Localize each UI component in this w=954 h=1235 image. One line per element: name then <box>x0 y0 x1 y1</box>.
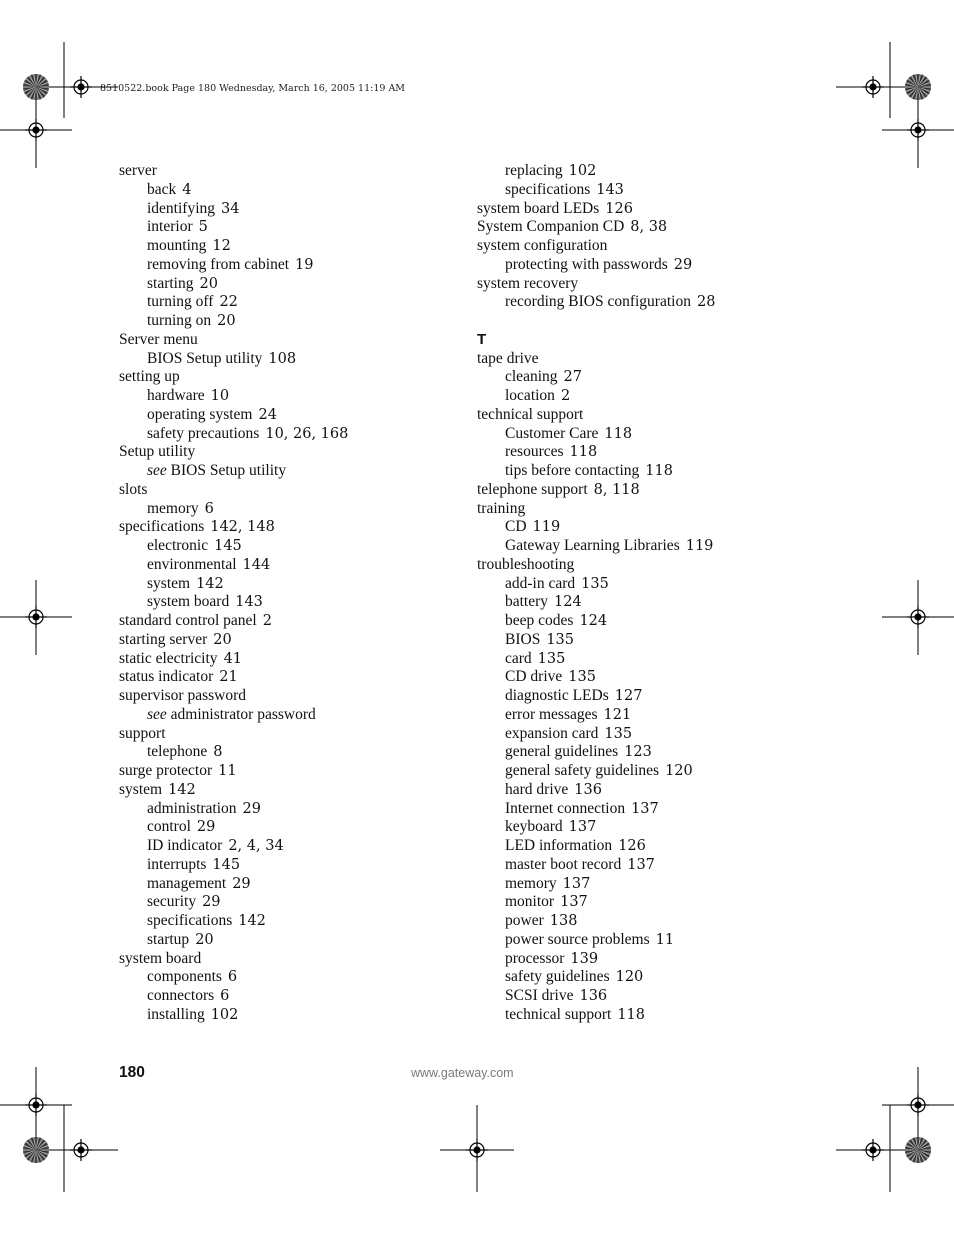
index-term: specifications <box>147 912 233 929</box>
index-term: error messages <box>505 705 598 723</box>
index-subentry <box>119 256 348 275</box>
index-term: Server menu <box>119 330 198 348</box>
index-term: hard drive <box>505 780 569 798</box>
index-term: telephone support <box>477 480 588 498</box>
index-term: technical support <box>477 405 584 423</box>
index-subentry <box>477 668 715 687</box>
registration-starburst-icon <box>23 1137 49 1163</box>
index-subentry <box>477 162 715 181</box>
index-entry <box>119 668 348 687</box>
index-term: protecting with passwords <box>505 255 668 273</box>
index-page-refs: 121 <box>603 706 632 723</box>
index-entry <box>477 556 715 575</box>
index-entry <box>119 725 348 744</box>
index-term: system board LEDs <box>477 199 600 217</box>
index-page-refs: 2 <box>262 613 272 629</box>
index-page-refs: 27 <box>563 369 582 386</box>
index-term: specifications <box>119 518 205 536</box>
index-subentry <box>119 818 348 837</box>
index-term: memory <box>505 874 557 892</box>
index-term: slots <box>119 480 148 498</box>
index-term: tape drive <box>477 349 539 367</box>
index-subentry <box>477 762 715 781</box>
index-subentry <box>477 387 715 406</box>
index-term: control <box>147 818 191 836</box>
index-term: status indicator <box>119 668 214 686</box>
index-term: beep codes <box>505 612 574 629</box>
index-entry <box>477 500 715 519</box>
index-term: monitor <box>505 893 555 911</box>
index-term: memory <box>147 499 199 517</box>
registration-starburst-icon <box>905 74 931 100</box>
index-subentry <box>477 856 715 875</box>
index-page-refs: 135 <box>537 650 566 667</box>
index-page-refs: 144 <box>242 556 271 573</box>
index-term: processor <box>505 949 565 967</box>
index-page-refs: 22 <box>219 294 238 311</box>
index-term: system <box>119 780 163 798</box>
index-term: Gateway Learning Libraries <box>505 537 680 554</box>
index-page-refs: 20 <box>199 275 218 292</box>
index-page-refs: 137 <box>627 856 655 873</box>
index-subentry <box>119 200 348 219</box>
index-subentry <box>119 987 348 1006</box>
index-subentry <box>119 275 348 294</box>
index-subentry <box>119 237 348 256</box>
index-subentry <box>477 875 715 894</box>
index-term: troubleshooting <box>477 555 575 573</box>
index-subentry <box>477 293 715 312</box>
index-subentry <box>119 312 348 331</box>
index-page-refs: 124 <box>554 594 582 611</box>
index-term: electronic <box>147 537 209 554</box>
index-page-refs: 135 <box>604 725 633 742</box>
index-term: system board <box>147 593 230 611</box>
index-term: ID indicator <box>147 837 223 854</box>
index-subentry <box>477 800 715 819</box>
index-subentry <box>119 968 348 987</box>
index-page-refs: 102 <box>210 1006 239 1023</box>
index-subentry <box>477 612 715 631</box>
index-subentry <box>477 462 715 481</box>
index-term: starting server <box>119 630 208 648</box>
index-term: power source problems <box>505 930 650 948</box>
index-subentry <box>477 181 715 200</box>
index-term: battery <box>505 593 549 611</box>
index-subentry <box>119 875 348 894</box>
see-reference-label: see <box>147 462 167 479</box>
index-term: specifications <box>505 180 591 198</box>
index-page-refs: 20 <box>213 631 232 648</box>
index-subentry <box>119 387 348 406</box>
page-number: 180 <box>119 1064 145 1081</box>
index-term: BIOS Setup utility <box>170 462 287 479</box>
index-page-refs: 108 <box>268 350 297 367</box>
index-subentry <box>119 556 348 575</box>
index-entry <box>119 162 348 181</box>
index-subentry <box>477 893 715 912</box>
index-entry <box>119 368 348 387</box>
index-term: server <box>119 162 157 179</box>
index-term: CD <box>505 518 527 536</box>
index-page-refs: 11 <box>218 763 237 779</box>
index-entry <box>119 650 348 669</box>
index-subentry <box>119 500 348 519</box>
index-term: power <box>505 912 544 929</box>
index-page-refs: 119 <box>685 538 714 554</box>
index-section-letter: T <box>477 330 487 348</box>
index-page-refs: 123 <box>624 744 652 761</box>
registration-starburst-icon <box>23 74 49 100</box>
index-subentry <box>477 837 715 856</box>
index-page-refs: 119 <box>532 519 561 536</box>
index-term: add-in card <box>505 574 576 592</box>
index-term: management <box>147 874 227 892</box>
index-term: replacing <box>505 162 563 179</box>
index-term: operating system <box>147 405 253 423</box>
index-term: installing <box>147 1005 205 1023</box>
index-subentry <box>119 931 348 950</box>
index-page-refs: 2 <box>560 388 571 404</box>
index-term: administrator password <box>170 705 316 723</box>
index-page-refs: 142 <box>196 575 224 592</box>
index-term: Internet connection <box>505 799 626 817</box>
index-subentry <box>477 650 715 669</box>
index-subentry <box>119 912 348 931</box>
index-term: identifying <box>147 199 216 217</box>
index-term: recording BIOS configuration <box>505 293 691 311</box>
index-term: system configuration <box>477 237 608 254</box>
index-subentry <box>477 725 715 744</box>
index-subentry <box>477 950 715 969</box>
index-page-refs: 126 <box>605 200 633 217</box>
index-page-refs: 21 <box>219 669 238 686</box>
index-entry <box>119 781 348 800</box>
index-subentry <box>119 537 348 556</box>
index-page-refs: 143 <box>596 181 624 198</box>
index-term: safety guidelines <box>505 968 610 986</box>
index-subentry <box>477 687 715 706</box>
index-term: standard control panel <box>119 612 257 629</box>
index-subentry <box>477 781 715 800</box>
index-entry <box>119 331 348 350</box>
index-page-refs: 139 <box>570 950 599 967</box>
index-entry <box>477 481 715 500</box>
index-page-refs: 126 <box>618 838 646 854</box>
index-term: Customer Care <box>505 424 599 442</box>
index-subentry <box>119 406 348 425</box>
index-entry <box>477 200 715 219</box>
index-page-refs: 29 <box>673 256 693 273</box>
index-page-refs: 6 <box>204 500 214 517</box>
index-subentry <box>119 856 348 875</box>
index-page-refs: 135 <box>568 669 596 686</box>
index-page-refs: 11 <box>655 931 675 948</box>
index-entry <box>119 612 348 631</box>
index-term: Setup utility <box>119 443 196 461</box>
index-term: mounting <box>147 237 207 254</box>
index-entry <box>119 950 348 969</box>
index-term: resources <box>505 443 564 461</box>
index-term: setting up <box>119 368 180 386</box>
index-page-refs: 10, 26, 168 <box>265 425 349 442</box>
index-term: general guidelines <box>505 743 619 761</box>
index-term: static electricity <box>119 649 218 667</box>
index-page-refs: 8 <box>213 744 223 761</box>
print-header-note: 8510522.book Page 180 Wednesday, March 16, 2005 11:19 AM <box>100 83 406 94</box>
index-page-refs: 143 <box>235 594 263 611</box>
index-subentry <box>119 293 348 312</box>
index-subentry <box>119 800 348 819</box>
index-entry <box>119 762 348 781</box>
index-subentry <box>477 593 715 612</box>
index-subentry <box>119 462 348 481</box>
index-subentry <box>477 987 715 1006</box>
index-subentry <box>119 893 348 912</box>
index-column-right <box>477 162 715 1025</box>
index-page-refs: 137 <box>631 800 659 817</box>
index-page-refs: 29 <box>232 875 251 892</box>
index-page-refs: 145 <box>214 538 242 554</box>
index-term: security <box>147 893 197 911</box>
index-entry <box>119 631 348 650</box>
index-subentry <box>477 518 715 537</box>
index-page-refs: 142 <box>168 781 196 798</box>
see-reference-label: see <box>147 705 167 723</box>
index-page-refs: 8, 38 <box>630 219 668 236</box>
index-entry <box>477 218 715 237</box>
index-entry <box>477 350 715 369</box>
index-entry <box>119 518 348 537</box>
registration-starburst-icon <box>905 1137 931 1163</box>
index-term: System Companion CD <box>477 218 625 236</box>
index-term: expansion card <box>505 724 599 742</box>
index-term: tips before contacting <box>505 462 640 479</box>
index-page-refs: 145 <box>212 856 241 873</box>
index-subentry <box>477 425 715 444</box>
index-page-refs: 137 <box>562 875 591 892</box>
index-subentry <box>477 912 715 931</box>
index-subentry <box>477 706 715 725</box>
index-page-refs: 20 <box>195 931 214 948</box>
index-column-left <box>119 162 348 1025</box>
index-term: system recovery <box>477 274 579 292</box>
index-page-refs: 41 <box>223 650 243 667</box>
index-term: interrupts <box>147 855 207 873</box>
index-page-refs: 6 <box>227 969 238 986</box>
section-gap <box>477 312 715 331</box>
index-page-refs: 137 <box>560 894 588 911</box>
index-page-refs: 118 <box>604 425 633 442</box>
index-term: interior <box>147 218 193 236</box>
index-subentry <box>119 743 348 762</box>
index-entry <box>119 481 348 500</box>
index-page-refs: 120 <box>615 969 644 986</box>
index-subentry <box>477 931 715 950</box>
index-page-refs: 24 <box>258 406 277 423</box>
index-subentry <box>119 593 348 612</box>
index-term: technical support <box>505 1005 612 1023</box>
index-page-refs: 10 <box>210 388 230 404</box>
index-page-refs: 19 <box>295 256 314 273</box>
index-term: safety precautions <box>147 424 260 442</box>
index-page-refs: 20 <box>217 313 236 329</box>
index-page-refs: 135 <box>546 631 575 648</box>
index-subentry <box>477 443 715 462</box>
index-term: CD drive <box>505 668 563 686</box>
index-term: system <box>147 574 191 592</box>
index-page-refs: 8, 118 <box>593 481 640 498</box>
index-subentry <box>477 575 715 594</box>
index-page-refs: 135 <box>581 575 609 592</box>
index-page-refs: 29 <box>202 894 221 911</box>
index-subentry <box>477 743 715 762</box>
index-page-refs: 118 <box>569 444 598 461</box>
index-subentry <box>119 425 348 444</box>
index-term: cleaning <box>505 368 558 386</box>
index-term: master boot record <box>505 855 622 873</box>
index-term: training <box>477 499 526 517</box>
index-subentry <box>477 968 715 987</box>
index-page-refs: 138 <box>549 913 578 929</box>
index-page-refs: 142, 148 <box>210 519 275 536</box>
index-subentry <box>119 350 348 369</box>
index-subentry <box>119 706 348 725</box>
index-subentry <box>119 218 348 237</box>
index-entry <box>477 406 715 425</box>
index-page-refs: 28 <box>696 294 716 311</box>
index-term: LED information <box>505 837 613 854</box>
index-term: SCSI drive <box>505 987 574 1004</box>
index-page-refs: 5 <box>198 219 208 236</box>
index-page-refs: 34 <box>221 200 240 217</box>
index-term: components <box>147 968 222 986</box>
index-term: BIOS Setup utility <box>147 349 263 367</box>
index-term: support <box>119 724 166 742</box>
index-subentry <box>477 537 715 556</box>
index-term: starting <box>147 274 194 292</box>
index-page-refs: 118 <box>617 1006 646 1023</box>
index-entry <box>477 275 715 294</box>
index-page-refs: 120 <box>665 763 693 779</box>
index-subentry <box>119 575 348 594</box>
index-term: removing from cabinet <box>147 255 290 273</box>
index-term: diagnostic LEDs <box>505 687 609 704</box>
index-term: general safety guidelines <box>505 762 660 779</box>
index-entry <box>119 443 348 462</box>
index-subentry <box>119 837 348 856</box>
index-page-refs: 29 <box>196 819 216 836</box>
index-subentry <box>477 818 715 837</box>
index-page-refs: 136 <box>579 988 608 1004</box>
index-term: card <box>505 649 532 667</box>
index-term: environmental <box>147 555 237 573</box>
index-subentry <box>477 256 715 275</box>
index-term: startup <box>147 930 190 948</box>
index-term: supervisor password <box>119 687 246 704</box>
index-page-refs: 142 <box>238 913 266 929</box>
index-page-refs: 118 <box>645 463 673 479</box>
index-page-refs: 127 <box>614 688 643 704</box>
index-term: administration <box>147 799 237 817</box>
footer-url: www.gateway.com <box>411 1066 514 1080</box>
index-subentry <box>477 631 715 650</box>
index-subentry <box>119 1006 348 1025</box>
index-page-refs: 4 <box>182 181 192 198</box>
index-term: telephone <box>147 743 208 761</box>
index-page-refs: 137 <box>568 819 597 836</box>
index-term: keyboard <box>505 818 563 836</box>
index-page-refs: 124 <box>579 613 608 629</box>
index-term: BIOS <box>505 630 541 648</box>
index-entry <box>477 237 715 256</box>
index-subentry <box>119 181 348 200</box>
index-term: hardware <box>147 387 205 404</box>
index-term: turning on <box>147 312 212 329</box>
index-entry <box>119 687 348 706</box>
index-page-refs: 6 <box>220 988 230 1004</box>
index-term: connectors <box>147 987 215 1004</box>
index-page-refs: 2, 4, 34 <box>228 838 284 854</box>
index-term: back <box>147 180 177 198</box>
index-subentry <box>477 368 715 387</box>
index-term: turning off <box>147 293 214 311</box>
index-page-refs: 136 <box>574 781 602 798</box>
index-subentry <box>477 1006 715 1025</box>
index-term: surge protector <box>119 762 213 779</box>
index-page-refs: 12 <box>212 238 231 254</box>
index-page-refs: 29 <box>242 800 261 817</box>
index-page-refs: 102 <box>568 163 597 179</box>
index-term: location <box>505 387 555 404</box>
index-term: system board <box>119 949 202 967</box>
